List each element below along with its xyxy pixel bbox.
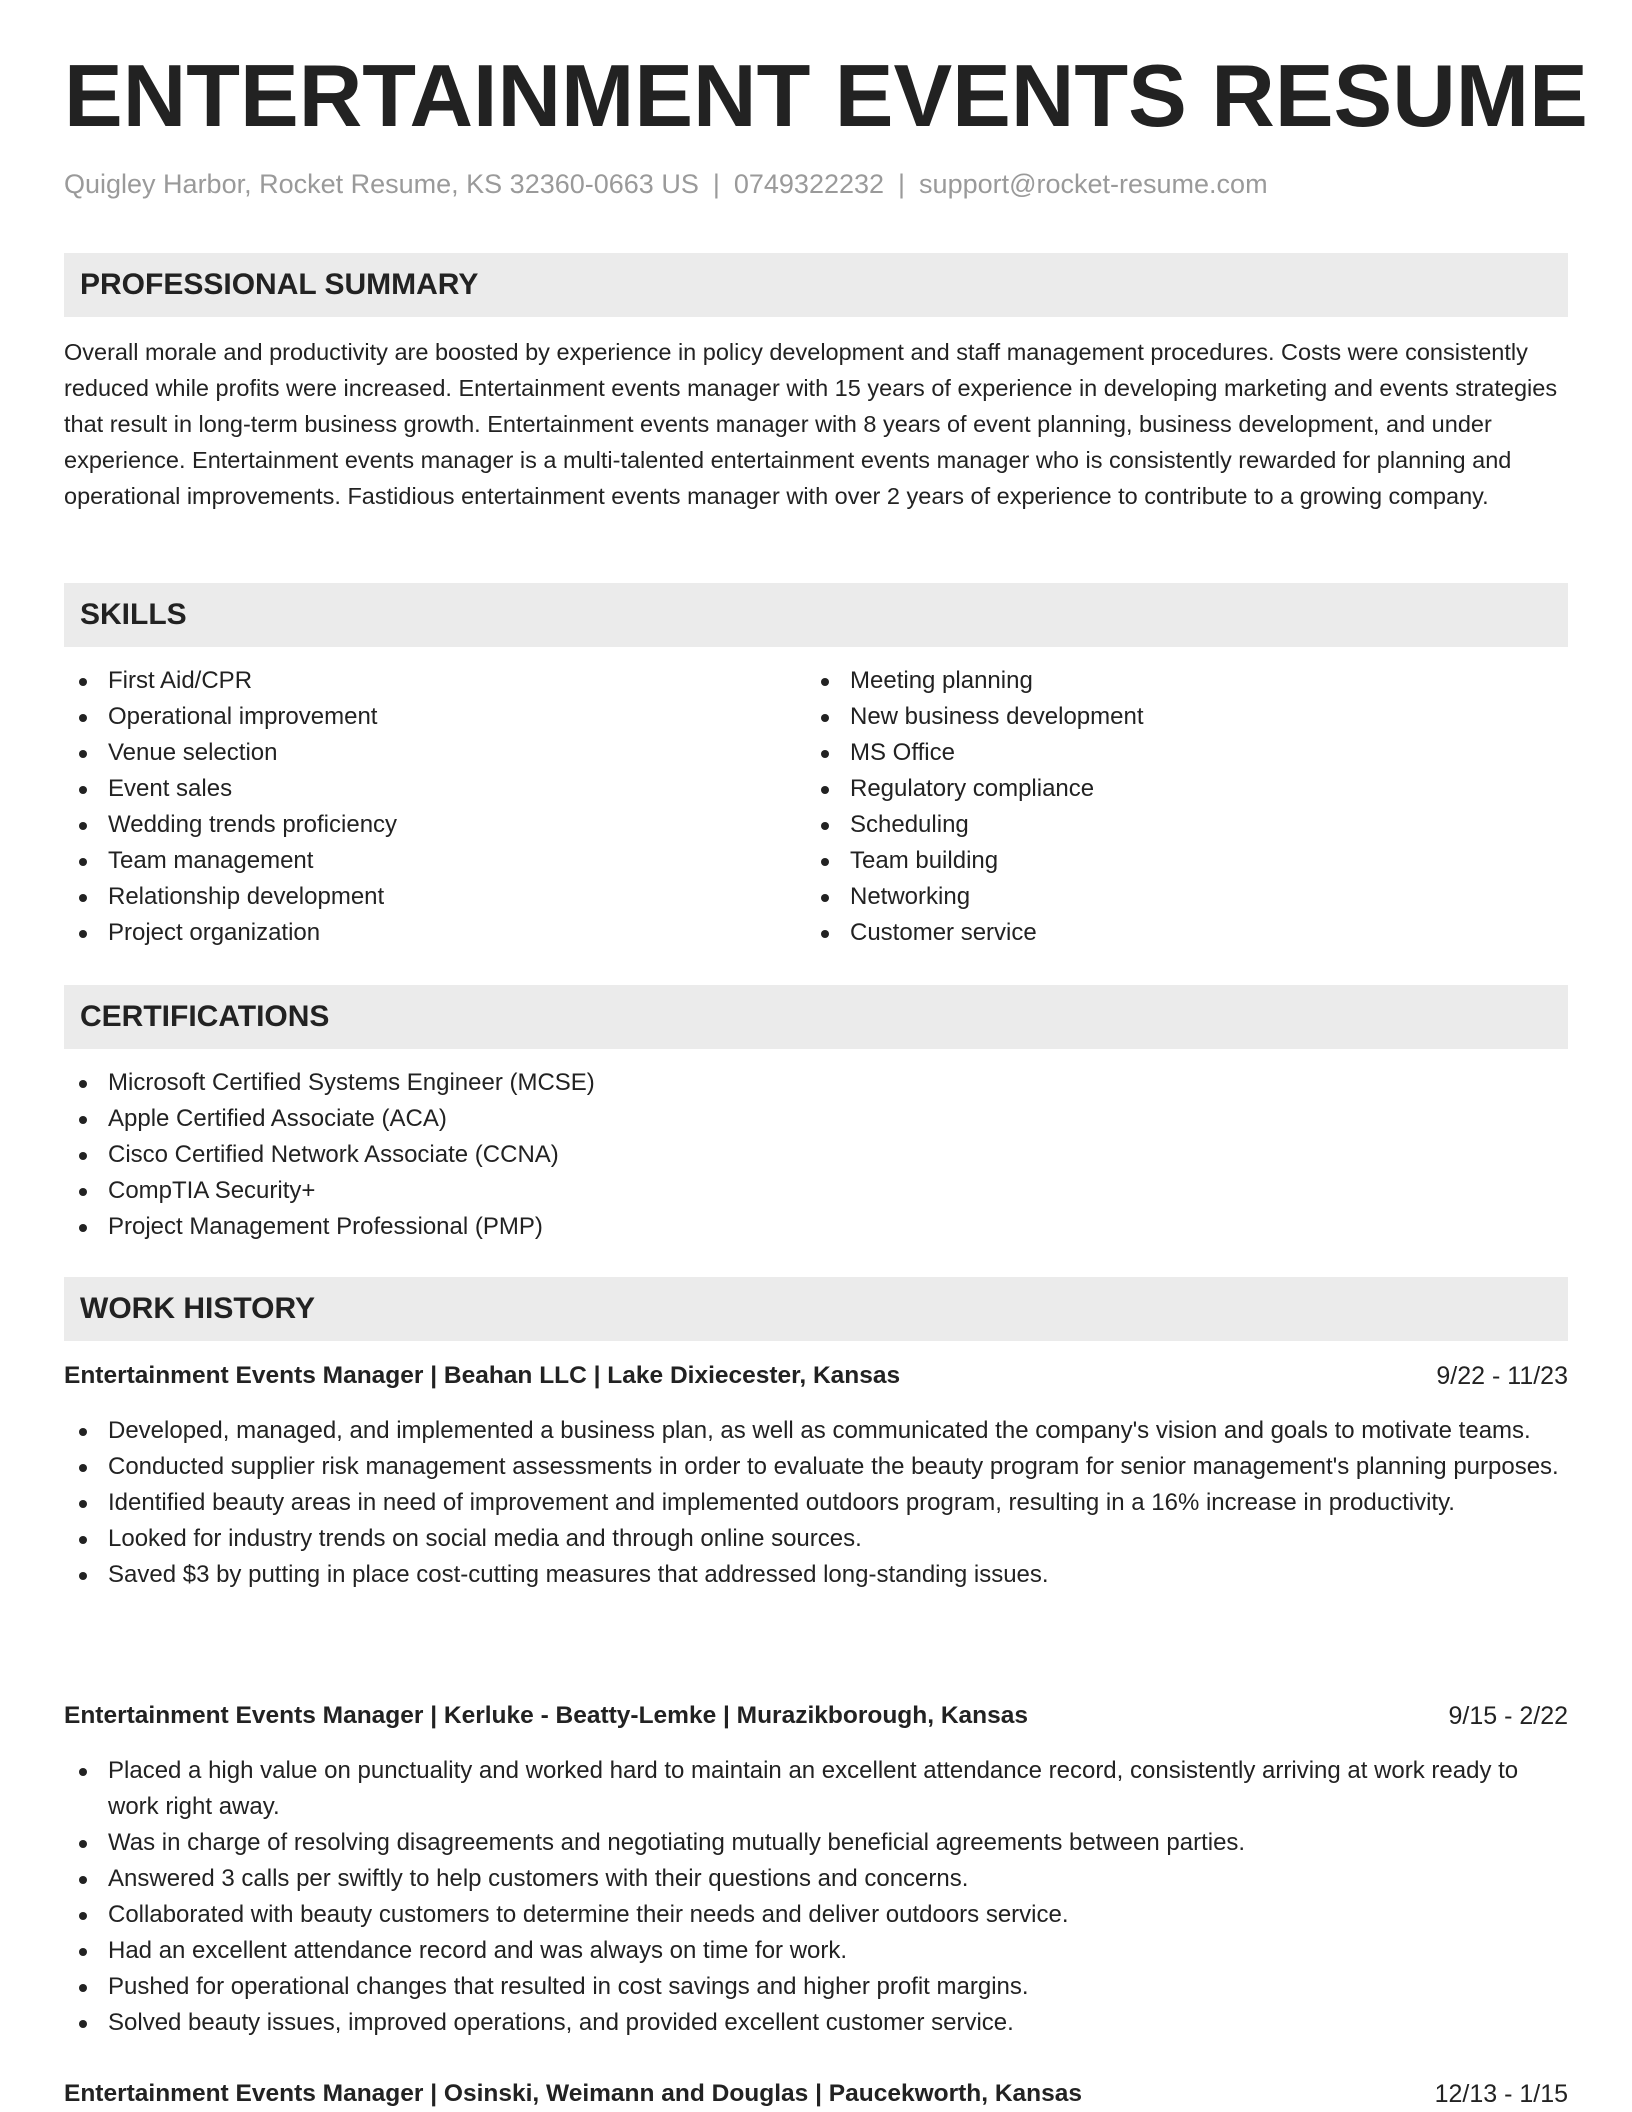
job-title: Entertainment Events Manager | Beahan LLC | Lake Dixiecester, Kansas (64, 1362, 901, 1389)
skill-item: Regulatory compliance (806, 771, 1546, 807)
job-duties-list (64, 1413, 1568, 1593)
certification-item: CompTIA Security+ (64, 1173, 1568, 1209)
skill-item: Operational improvement (64, 699, 804, 735)
skill-item: Wedding trends proficiency (64, 807, 804, 843)
job-dates: 9/15 - 2/22 (1448, 1702, 1568, 1730)
skill-item: Team management (64, 843, 804, 879)
job-duty-item: Collaborated with beauty customers to determine their needs and deliver outdoors service. (64, 1897, 1568, 1933)
job-duty-item: Solved beauty issues, improved operations, and provided excellent customer service. (64, 2005, 1568, 2041)
job-duty-item: Pushed for operational changes that resulted in cost savings and higher profit margins. (64, 1969, 1568, 2005)
skill-item: Meeting planning (806, 663, 1546, 699)
job-duty-item: Saved $3 by putting in place cost-cutting measures that addressed long-standing issues. (64, 1557, 1568, 1593)
job-duty-item: Placed a high value on punctuality and worked hard to maintain an excellent attendance record, consistently arriving at work ready to work right away. (64, 1753, 1568, 1825)
skill-item: Relationship development (64, 879, 804, 915)
certifications-section-title: CERTIFICATIONS (80, 1000, 330, 1033)
skill-item: Event sales (64, 771, 804, 807)
skills-list-right (806, 663, 1546, 951)
certifications-block (64, 1065, 1568, 1245)
summary-section-header (64, 253, 1568, 317)
summary-section-title: PROFESSIONAL SUMMARY (80, 268, 479, 301)
job-duty-item: Conducted supplier risk management assessments in order to evaluate the beauty program for senior management's planning purposes. (64, 1449, 1568, 1485)
job-title: Entertainment Events Manager | Osinski, Weimann and Douglas | Paucekworth, Kansas (64, 2080, 1083, 2107)
job-duties-block (64, 1753, 1568, 2041)
job-duty-item: Identified beauty areas in need of improvement and implemented outdoors program, resulting in a 16% increase in productivity. (64, 1485, 1568, 1521)
contact-email: support@rocket-resume.com (919, 169, 1268, 199)
skills-column-right (806, 663, 1546, 951)
skills-section-header (64, 583, 1568, 647)
summary-text: Overall morale and productivity are boosted by experience in policy development and staff management procedures. Costs were consistently reduced while profits were increased. Entertainment events manager with 15 years of experience in developing marketing and events strategies that result in long-term business growth. Entertainment events manager with 8 years of event planning, business development, and under experience. Entertainment events manager is a multi-talented entertainment events manager who is consistently rewarded for planning and operational improvements. Fastidious entertainment events manager with over 2 years of experience to contribute to a growing company. (64, 339, 1558, 509)
skills-column-left (64, 663, 804, 951)
job-dates: 12/13 - 1/15 (1434, 2080, 1568, 2108)
job-duty-item: Had an excellent attendance record and was always on time for work. (64, 1933, 1568, 1969)
skill-item: Customer service (806, 915, 1546, 951)
skill-item: New business development (806, 699, 1546, 735)
certifications-list (64, 1065, 1568, 1245)
skill-item: Scheduling (806, 807, 1546, 843)
contact-line (64, 168, 1268, 200)
certification-item: Cisco Certified Network Associate (CCNA) (64, 1137, 1568, 1173)
job-dates: 9/22 - 11/23 (1436, 1362, 1568, 1390)
skill-item: Networking (806, 879, 1546, 915)
contact-phone: 0749322232 (733, 169, 885, 199)
work-section-title: WORK HISTORY (80, 1292, 316, 1325)
job-duty-item: Answered 3 calls per swiftly to help customers with their questions and concerns. (64, 1861, 1568, 1897)
job-title: Entertainment Events Manager | Kerluke - Beatty-Lemke | Murazikborough, Kansas (64, 1702, 1029, 1729)
skill-item: MS Office (806, 735, 1546, 771)
skills-section-title: SKILLS (80, 598, 187, 631)
skill-item: Project organization (64, 915, 804, 951)
job-duties-block (64, 1413, 1568, 1593)
contact-address: Quigley Harbor, Rocket Resume, KS 32360-0663 US (64, 169, 699, 199)
certification-item: Apple Certified Associate (ACA) (64, 1101, 1568, 1137)
job-duty-item: Looked for industry trends on social media and through online sources. (64, 1521, 1568, 1557)
certifications-section-header (64, 985, 1568, 1049)
job-duty-item: Developed, managed, and implemented a business plan, as well as communicated the company's vision and goals to motivate teams. (64, 1413, 1568, 1449)
skills-list-left (64, 663, 804, 951)
contact-separator: | (898, 169, 906, 199)
skill-item: First Aid/CPR (64, 663, 804, 699)
resume-title: ENTERTAINMENT EVENTS RESUME (64, 46, 1588, 145)
work-section-header (64, 1277, 1568, 1341)
certification-item: Microsoft Certified Systems Engineer (MCSE) (64, 1065, 1568, 1101)
skill-item: Venue selection (64, 735, 804, 771)
job-duties-list (64, 1753, 1568, 2041)
contact-separator: | (712, 169, 720, 199)
job-duty-item: Was in charge of resolving disagreements and negotiating mutually beneficial agreements between parties. (64, 1825, 1568, 1861)
certification-item: Project Management Professional (PMP) (64, 1209, 1568, 1245)
skill-item: Team building (806, 843, 1546, 879)
